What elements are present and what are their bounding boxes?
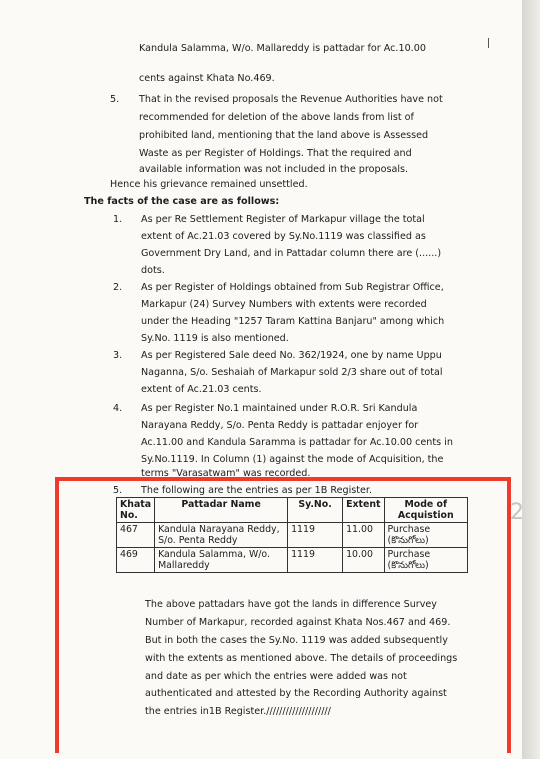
fact-number: 4. xyxy=(113,403,123,414)
table-cell: 11.00 xyxy=(343,523,384,548)
fact-line: Narayana Reddy, S/o. Penta Reddy is pattadar enjoyer for xyxy=(141,420,419,431)
fact-line: As per Register No.1 maintained under R.O.R. Sri Kandula xyxy=(141,403,418,414)
column-header: Pattadar Name xyxy=(155,498,288,523)
closing-line: authenticated and attested by the Recording Authority against xyxy=(145,688,447,699)
facts-heading: The facts of the case are as follows: xyxy=(84,196,280,207)
fact-line: terms "Varasatwam" was recorded. xyxy=(141,468,311,479)
table-cell: Kandula Narayana Reddy, S/o. Penta Reddy xyxy=(155,523,288,548)
top-line-2: cents against Khata No.469. xyxy=(139,73,275,84)
column-header: Mode of Acquistion xyxy=(384,498,467,523)
fact-line: As per Re Settlement Register of Markapur village the total xyxy=(141,214,425,225)
fact-line: dots. xyxy=(141,265,165,276)
highlight-box xyxy=(55,477,511,753)
closing-line: and date as per which the entries were added was not xyxy=(145,671,407,682)
fact-line: extent of Ac.21.03 covered by Sy.No.1119 was classified as xyxy=(141,231,426,242)
fact-line: Government Dry Land, and in Pattadar column there are (......) xyxy=(141,248,442,259)
item5-prev-line: That in the revised proposals the Revenue Authorities have not xyxy=(139,94,443,105)
fact-line: Sy.No. 1119 is also mentioned. xyxy=(141,333,289,344)
bleed-through-mark: 2 xyxy=(510,500,524,525)
column-header: Sy.No. xyxy=(288,498,343,523)
item5-number: 5. xyxy=(113,485,123,496)
fact-line: As per Register of Holdings obtained from Sub Registrar Office, xyxy=(141,282,444,293)
fact-line: Naganna, S/o. Seshaiah of Markapur sold 2/3 share out of total xyxy=(141,367,443,378)
table-cell: 467 xyxy=(117,523,155,548)
item5-prev-line: available information was not included in the proposals. xyxy=(139,164,409,175)
fact-line: As per Registered Sale deed No. 362/1924, one by name Uppu xyxy=(141,350,442,361)
item5-text: The following are the entries as per 1B Register. xyxy=(141,485,373,496)
closing-line: Number of Markapur, recorded against Khata Nos.467 and 469. xyxy=(145,617,451,628)
table-cell: Purchase (కొనుగోలు) xyxy=(384,523,467,548)
closing-line: the entries in1B Register.//////////////////// xyxy=(145,706,331,717)
table-cell: Kandula Salamma, W/o. Mallareddy xyxy=(155,548,288,573)
grievance-line: Hence his grievance remained unsettled. xyxy=(110,179,308,190)
fact-line: Ac.11.00 and Kandula Saramma is pattadar for Ac.10.00 cents in xyxy=(141,437,453,448)
item5-prev-line: prohibited land, mentioning that the land above is Assessed xyxy=(139,130,429,141)
table-cell: 469 xyxy=(117,548,155,573)
closing-line: with the extents as mentioned above. The details of proceedings xyxy=(145,653,458,664)
column-header: Khata No. xyxy=(117,498,155,523)
fact-line: Markapur (24) Survey Numbers with extents were recorded xyxy=(141,299,427,310)
closing-line: The above pattadars have got the lands in difference Survey xyxy=(145,599,437,610)
fact-line: Sy.No.1119. In Column (1) against the mode of Acquisition, the xyxy=(141,454,444,465)
item5-prev-line: recommended for deletion of the above lands from list of xyxy=(139,112,414,123)
table-cell: 10.00 xyxy=(343,548,384,573)
table-cell: Purchase (కొనుగోలు) xyxy=(384,548,467,573)
table-cell: 1119 xyxy=(288,523,343,548)
page-edge-shadow xyxy=(522,0,540,759)
item5-prev-number: 5. xyxy=(110,94,120,105)
top-line-1: Kandula Salamma, W/o. Mallareddy is pattadar for Ac.10.00 xyxy=(139,43,426,54)
column-header: Extent xyxy=(343,498,384,523)
fact-number: 1. xyxy=(113,214,123,225)
fact-line: under the Heading "1257 Taram Kattina Banjaru" among which xyxy=(141,316,445,327)
pen-mark xyxy=(488,38,489,48)
fact-number: 3. xyxy=(113,350,123,361)
fact-line: extent of Ac.21.03 cents. xyxy=(141,384,262,395)
fact-number: 2. xyxy=(113,282,123,293)
item5-prev-line: Waste as per Register of Holdings. That the required and xyxy=(139,148,412,159)
table-cell: 1119 xyxy=(288,548,343,573)
closing-line: But in both the cases the Sy.No. 1119 was added subsequently xyxy=(145,635,448,646)
